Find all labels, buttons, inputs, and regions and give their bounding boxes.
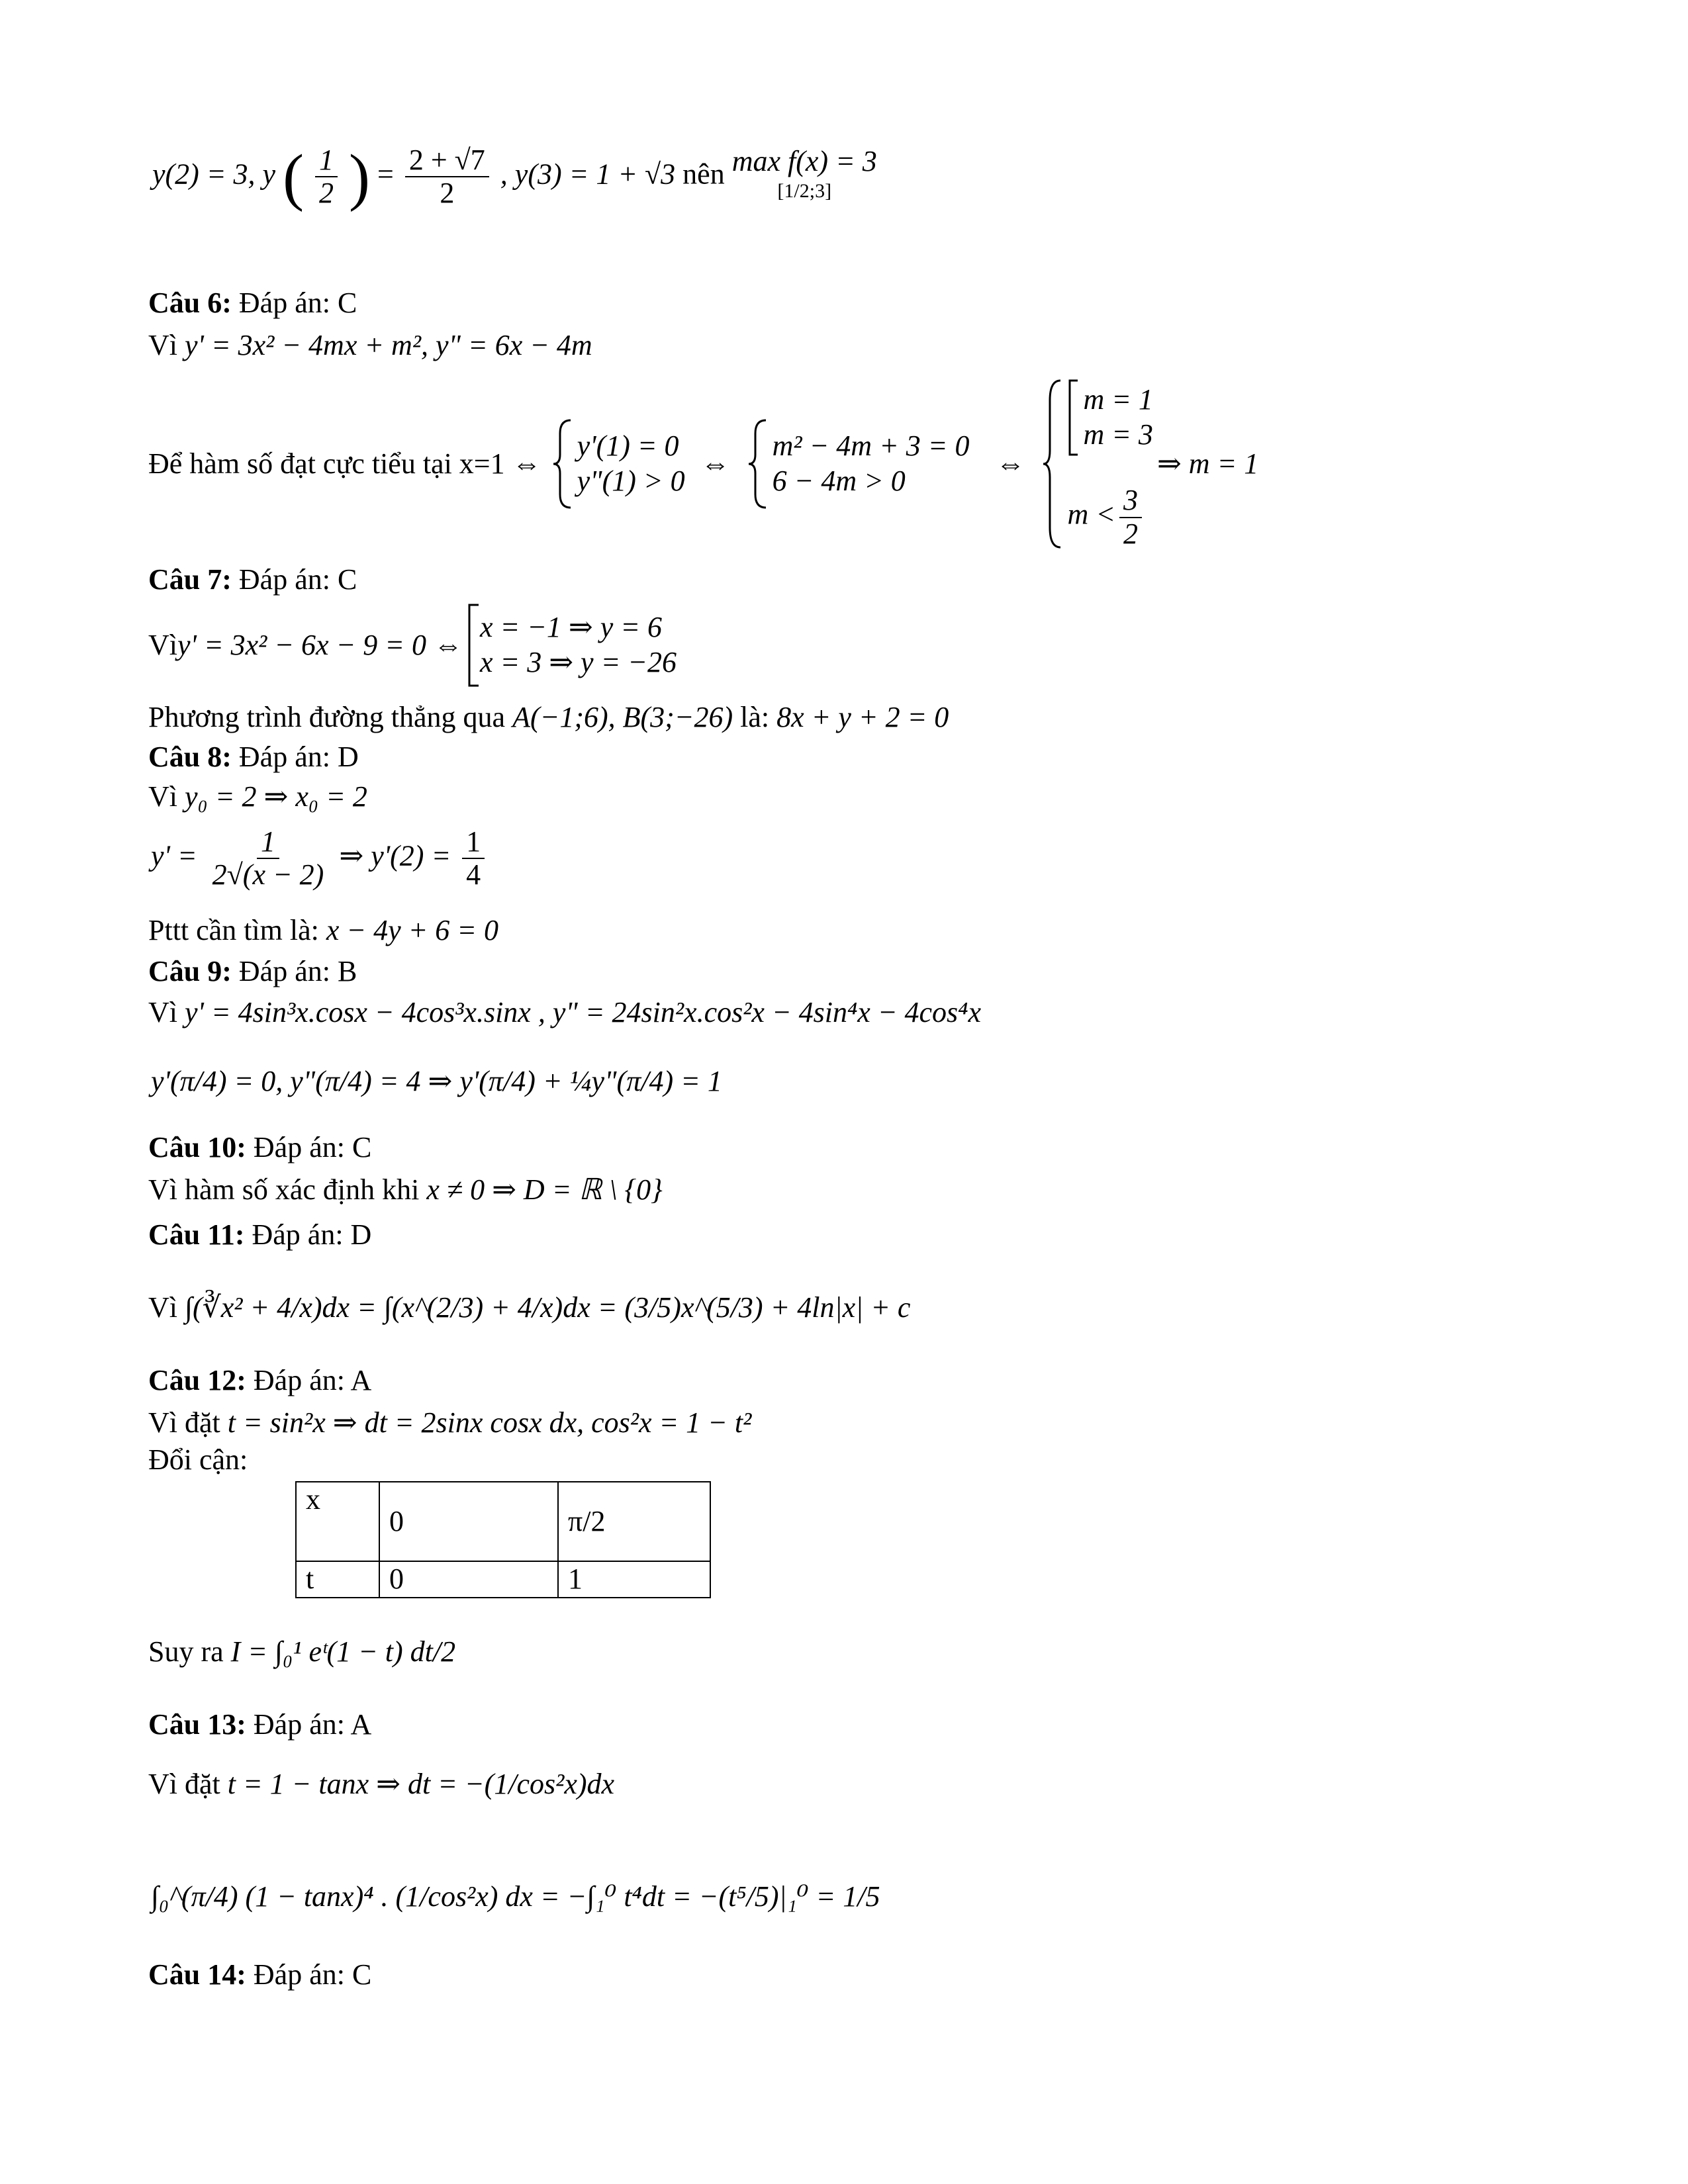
- question-9-heading: Câu 9: Đáp án: B: [148, 955, 357, 987]
- table-cell: 1: [558, 1561, 710, 1598]
- table-cell: t: [296, 1561, 379, 1598]
- table-cell: π/2: [558, 1482, 710, 1561]
- question-8-heading: Câu 8: Đáp án: D: [148, 741, 359, 773]
- question-6-line-2: Để hàm số đạt cực tiểu tại x=1 ⇔ y'(1) = 0 y"(1) > 0 ⇔ m² − 4m + 3 = 0 6 − 4m > 0 ⇔ m = 1 m = 3 m < $\frac{3}{2}$ ⇒ m = 1: [148, 375, 1258, 553]
- max-interval: [1/2;3]: [777, 179, 832, 202]
- brace-icon: [1041, 378, 1067, 550]
- question-8-line-2: y' = $\frac{1}{2√(x - 2)}$ ⇒ y'(2) = $\frac{1}{4}$: [151, 826, 489, 891]
- question-13-line-2: ∫₀^(π/4) (1 − tanx)⁴ . (1/cos²x) dx = −∫₁⁰ t⁴dt = −(t⁵/5)|₁⁰ = 1/5: [151, 1880, 880, 1913]
- fraction: $\frac{1}{2}$: [315, 144, 338, 210]
- question-8-line-3: Pttt cần tìm là: x − 4y + 6 = 0: [148, 914, 498, 946]
- bracket-icon: [467, 602, 480, 688]
- question-12-line-2: Đổi cận:: [148, 1443, 248, 1476]
- brace-icon: [551, 418, 577, 510]
- question-9-line-1: Vì y' = 4sin³x.cosx − 4cos³x.sinx , y" = 24sin²x.cos²x − 4sin⁴x − 4cos⁴x: [148, 996, 981, 1028]
- max-expression: max f(x) = 3: [731, 145, 877, 177]
- question-13-heading: Câu 13: Đáp án: A: [148, 1708, 372, 1741]
- question-7-line-1: Vì y' = 3x² − 6x − 9 = 0 ⇔ x = −1 ⇒ y = 6 x = 3 ⇒ y = −26: [148, 599, 677, 692]
- fraction: $\frac{2 + √7}{2}$: [405, 144, 489, 210]
- question-11-line-1: Vì ∫(∛x² + 4/x)dx = ∫(x^(2/3) + 4/x)dx = (3/5)x^(5/3) + 4ln|x| + c: [148, 1291, 911, 1324]
- question-12-line-3: Suy ra I = ∫₀¹ eᵗ(1 − t) dt/2: [148, 1635, 456, 1668]
- question-12-heading: Câu 12: Đáp án: A: [148, 1364, 372, 1396]
- question-10-line-1: Vì hàm số xác định khi x ≠ 0 ⇒ D = ℝ \ {0}: [148, 1173, 663, 1206]
- table-cell: x: [296, 1482, 379, 1561]
- question-12-line-1: Vì đặt t = sin²x ⇒ dt = 2sinx cosx dx, cos²x = 1 − t²: [148, 1406, 752, 1439]
- document-page: [148, 0, 1538, 2184]
- question-10-heading: Câu 10: Đáp án: C: [148, 1131, 372, 1163]
- table-row: [296, 1482, 710, 1561]
- question-7-heading: Câu 7: Đáp án: C: [148, 563, 357, 596]
- table-row: [296, 1561, 710, 1598]
- question-13-line-1: Vì đặt t = 1 − tanx ⇒ dt = −(1/cos²x)dx: [148, 1768, 615, 1800]
- question-9-line-2: y'(π/4) = 0, y"(π/4) = 4 ⇒ y'(π/4) + ¼y"(π/4) = 1: [151, 1065, 722, 1097]
- question-11-heading: Câu 11: Đáp án: D: [148, 1218, 372, 1251]
- table-cell: 0: [379, 1482, 558, 1561]
- question-8-line-1: Vì y₀ = 2 ⇒ x₀ = 2: [148, 780, 367, 813]
- table-cell: 0: [379, 1561, 558, 1598]
- line-max-result: y(2) = 3, y ( $\frac{1}{2}$ ) = $\frac{2 + √7}{2}$ , y(3) = 1 + √3 nên max f(x) = 3 [1/2;3]: [152, 141, 877, 212]
- bracket-icon: [1067, 378, 1079, 457]
- brace-icon: [746, 418, 773, 510]
- math-y-values: y(2) = 3, y: [152, 158, 276, 191]
- question-14-heading: Câu 14: Đáp án: C: [148, 1958, 372, 1991]
- question-6-heading: Câu 6: Đáp án: C: [148, 287, 357, 319]
- bound-change-table: [295, 1481, 711, 1598]
- question-7-line-2: Phương trình đường thẳng qua A(−1;6), B(3;−26) là: 8x + y + 2 = 0: [148, 701, 949, 733]
- question-6-line-1: Vì y' = 3x² − 4mx + m², y" = 6x − 4m: [148, 329, 592, 361]
